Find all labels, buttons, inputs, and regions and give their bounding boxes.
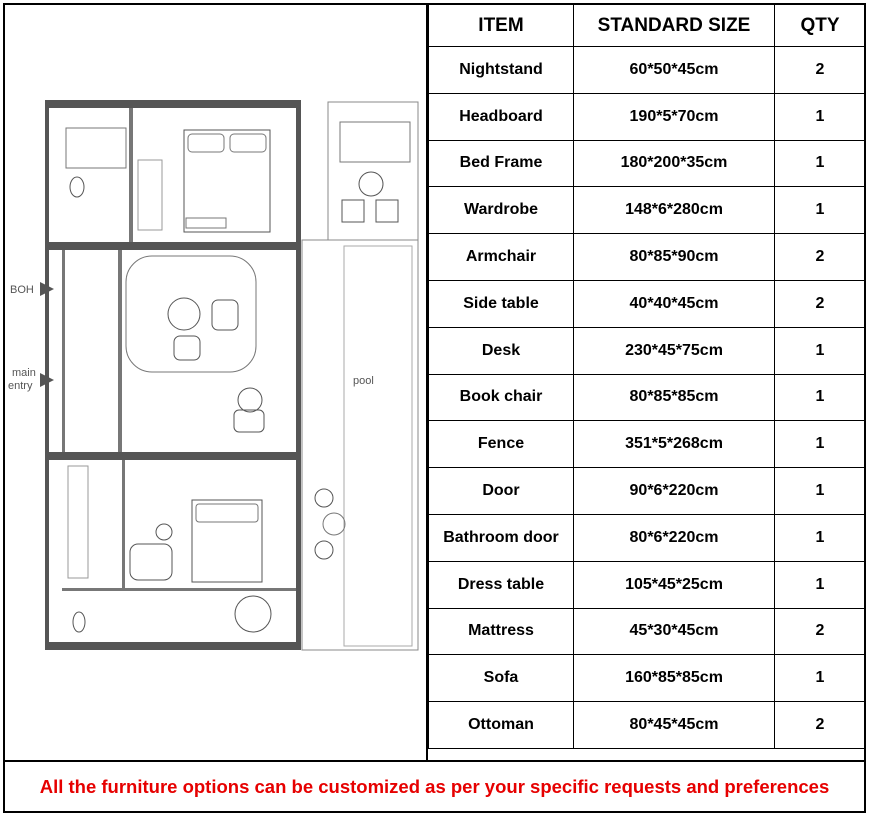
size-cell: 230*45*75cm: [574, 327, 775, 374]
table-row: [429, 468, 866, 515]
size-cell: 180*200*35cm: [574, 140, 775, 187]
floor-plan-drawing: [4, 4, 428, 760]
qty-cell: 1: [775, 187, 866, 234]
item-cell: Desk: [429, 327, 574, 374]
table-row: [429, 187, 866, 234]
table-row: [429, 561, 866, 608]
pillow-1b: [230, 134, 266, 152]
armchair-2: [174, 336, 200, 360]
wall-mid-2: [45, 452, 301, 460]
wardrobe-1: [138, 160, 162, 230]
size-cell: 105*45*25cm: [574, 561, 775, 608]
table-row: [429, 514, 866, 561]
coffee-table: [168, 298, 200, 330]
deck-chair-2: [315, 541, 333, 559]
table-row: [429, 702, 866, 749]
item-cell: Dress table: [429, 561, 574, 608]
qty-cell: 1: [775, 140, 866, 187]
ottoman: [156, 524, 172, 540]
size-cell: 160*85*85cm: [574, 655, 775, 702]
table-row: [429, 374, 866, 421]
size-cell: 40*40*45cm: [574, 280, 775, 327]
qty-cell: 1: [775, 374, 866, 421]
table-row: [429, 655, 866, 702]
item-cell: Bed Frame: [429, 140, 574, 187]
item-cell: Nightstand: [429, 47, 574, 94]
wall-top: [45, 100, 301, 108]
table-row: [429, 280, 866, 327]
deck-chair-1: [315, 489, 333, 507]
size-cell: 80*85*85cm: [574, 374, 775, 421]
side-chair: [234, 410, 264, 432]
book-chair: [238, 388, 262, 412]
floor-plan-panel: [4, 4, 428, 760]
qty-cell: 2: [775, 608, 866, 655]
bathtub-1: [66, 128, 126, 168]
partition-bath-1: [129, 108, 133, 242]
pool-label: pool: [353, 375, 374, 387]
qty-cell: 1: [775, 93, 866, 140]
qty-cell: 2: [775, 47, 866, 94]
bed-2: [192, 500, 262, 582]
table-row: [429, 608, 866, 655]
item-cell: Door: [429, 468, 574, 515]
size-cell: 90*6*220cm: [574, 468, 775, 515]
item-cell: Bathroom door: [429, 514, 574, 561]
boh-label: BOH: [10, 284, 34, 296]
item-cell: Armchair: [429, 234, 574, 281]
partition-bath-2: [62, 588, 296, 591]
table-header-row: [429, 5, 866, 47]
daybed: [340, 122, 410, 162]
terrace-table: [359, 172, 383, 196]
main-entry-label-1: main: [12, 367, 36, 379]
lounge-chair-2: [376, 200, 398, 222]
item-cell: Book chair: [429, 374, 574, 421]
item-cell: Wardrobe: [429, 187, 574, 234]
size-cell: 351*5*268cm: [574, 421, 775, 468]
item-cell: Headboard: [429, 93, 574, 140]
pool-outline: [344, 246, 412, 646]
qty-cell: 1: [775, 561, 866, 608]
pillow-1a: [188, 134, 224, 152]
table-row: [429, 47, 866, 94]
wall-left: [45, 100, 49, 648]
qty-cell: 2: [775, 280, 866, 327]
qty-cell: 1: [775, 655, 866, 702]
table-row: [429, 421, 866, 468]
armchair-1: [212, 300, 238, 330]
partition-bed2: [122, 460, 125, 588]
lounge-chair-1: [342, 200, 364, 222]
qty-cell: 2: [775, 234, 866, 281]
size-cell: 80*85*90cm: [574, 234, 775, 281]
table-row: [429, 93, 866, 140]
deck-table: [323, 513, 345, 535]
table-row: [429, 140, 866, 187]
size-cell: 60*50*45cm: [574, 47, 775, 94]
qty-cell: 1: [775, 327, 866, 374]
size-cell: 190*5*70cm: [574, 93, 775, 140]
item-cell: Ottoman: [429, 702, 574, 749]
wardrobe-2: [68, 466, 88, 578]
size-cell: 80*6*220cm: [574, 514, 775, 561]
header-qty: QTY: [775, 5, 866, 47]
wall-bottom: [45, 642, 301, 650]
pool-deck: [302, 240, 418, 650]
round-tub: [235, 596, 271, 632]
table-row: [429, 234, 866, 281]
sofa-2: [130, 544, 172, 580]
wall-mid-1: [45, 242, 301, 250]
table-row: [429, 327, 866, 374]
header-item: ITEM: [429, 5, 574, 47]
size-cell: 148*6*280cm: [574, 187, 775, 234]
furniture-spec-table: [428, 4, 866, 749]
sofa-area: [126, 256, 256, 372]
qty-cell: 2: [775, 702, 866, 749]
partition-corridor: [62, 250, 65, 452]
item-cell: Sofa: [429, 655, 574, 702]
wall-right: [296, 100, 301, 650]
customization-note: All the furniture options can be customized as per your specific requests and preferences: [4, 760, 865, 811]
item-cell: Mattress: [429, 608, 574, 655]
qty-cell: 1: [775, 421, 866, 468]
toilet-1: [70, 177, 84, 197]
qty-cell: 1: [775, 468, 866, 515]
qty-cell: 1: [775, 514, 866, 561]
bed-1: [184, 130, 270, 232]
item-cell: Side table: [429, 280, 574, 327]
item-cell: Fence: [429, 421, 574, 468]
toilet-2: [73, 612, 85, 632]
main-entry-label-2: entry: [8, 380, 33, 392]
pillow-2: [196, 504, 258, 522]
size-cell: 45*30*45cm: [574, 608, 775, 655]
header-size: STANDARD SIZE: [574, 5, 775, 47]
size-cell: 80*45*45cm: [574, 702, 775, 749]
bench-1: [186, 218, 226, 228]
partition-living: [118, 250, 122, 452]
